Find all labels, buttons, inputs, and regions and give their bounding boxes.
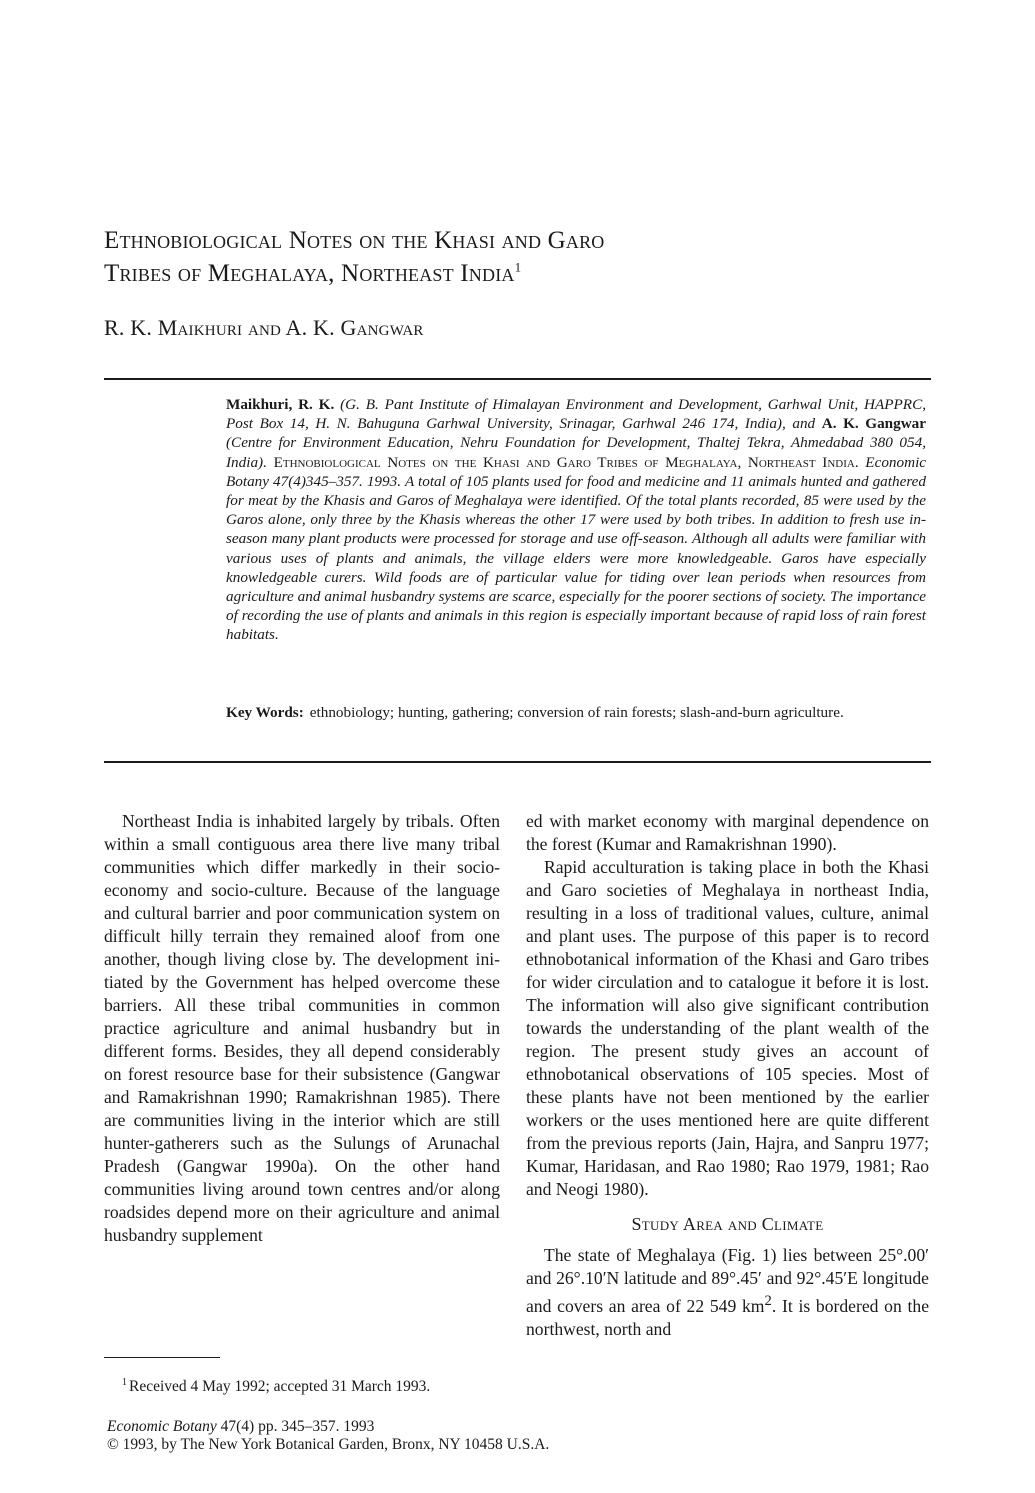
title-line-1: Ethnobiological Notes on the Khasi and Garo: [104, 227, 605, 254]
abstract-bottom-rule: [104, 761, 931, 763]
journal-name: Economic Botany: [107, 1418, 217, 1435]
copyright-line: © 1993, by The New York Botanical Garden, Bronx, NY 10458 U.S.A.: [107, 1436, 550, 1453]
left-column: [104, 810, 500, 1247]
right-column: [526, 810, 929, 1341]
footnote-mark: 1: [122, 1377, 127, 1388]
intro-paragraph-continued: ed with market economy with marginal dependence on the forest (Kumar and Ramakrishnan 1990).: [526, 811, 929, 854]
km-superscript: 2: [764, 1293, 772, 1309]
study-area-text-2: . It is bordered on the northwest, north and: [526, 1295, 930, 1339]
abstract-author1-affiliation: (G. B. Pant Institute of Himalayan Environment and Development, Garhwal Unit, HAPPRC, Post Box 14, H. N. Bahuguna Garhwal University, Srinagar, Garhwal 246 174, India), and: [226, 396, 926, 433]
footnote: [122, 1377, 430, 1396]
purpose-paragraph: Rapid acculturation is taking place in both the Khasi and Garo societies of Meghalaya in northeast India, resulting in a loss of traditional values, culture, animal and plant uses. The purpose of this paper is to record ethnobotanical information of the Khasi and Garo tribes for wider circulation and to catalogue it before it is lost. The information will also give significant contribution towards the understanding of the plant wealth of the region. The present study gives an account of ethnobotanical observations of 105 species. Most of these plants have not been mentioned by the earlier workers or the uses mentioned here are quite different from the previous reports (Jain, Hajra, and Sanpru 1977; Kumar, Haridasan, and Rao 1980; Rao 1979, 1981; Rao and Neogi 1980).: [526, 857, 929, 1199]
abstract-body: A total of 105 plants used for food and medicine and 11 animals hunted and gathered for meat by the Khasis and Garos of Meghalaya were identified. Of the total plants recorded, 85 were used by the Garos alone, only three by the Khasis whereas the other 17 were used by both tribes. In addition to fresh use in-season many plant products were processed for storage and use off-season. Although all adults were familiar with various uses of plants and animals, the village elders were more knowledgeable. Garos have especially knowledgeable curers. Wild foods are of particular value for tiding over lean periods when resources from agriculture and animal husbandry systems are scarce, especially for the poorer sections of society. The importance of recording the use of plants and animals in this region is especially important because of rapid loss of rain forest habitats.: [226, 472, 927, 644]
section-heading-study-area: Study Area and Climate: [631, 1214, 824, 1234]
abstract-title-caps: Ethnobiological Notes on the Khasi and Garo Tribes of Meghalaya, Northeast India.: [273, 453, 859, 471]
article-title: [104, 224, 884, 290]
journal-volume-pages: 47(4) pp. 345–357. 1993: [220, 1418, 375, 1435]
abstract-top-rule: [104, 378, 931, 380]
title-line-2: Tribes of Meghalaya, Northeast India: [104, 260, 515, 287]
title-footnote-mark: 1: [514, 259, 522, 275]
footnote-text: Received 4 May 1992; accepted 31 March 1993.: [129, 1378, 431, 1396]
study-area-text-1: The state of Meghalaya (Fig. 1) lies between 25°.00′ and 26°.10′N latitude and 89°.45′ and 92°.45′E longitude and covers an area of 22 549 km: [526, 1245, 929, 1316]
abstract-author2-affiliation: (Centre for Environment Education, Nehru Foundation for Development, Thaltej Tekra, Ahmedabad 380 054, India).: [226, 434, 926, 471]
intro-paragraph: Northeast India is inhabited largely by tribals. Often within a small contiguous area there live many tribal communities which differ markedly in their socio-economy and socio-culture. Because of the language and cultural barrier and poor communication system on difficult hilly terrain they remained aloof from one another, though living close by. The development initiated by the Government has helped overcome these barriers. All these tribal communities in common practice agriculture and animal husbandry but in different forms. Besides, they all depend considerably on forest resource base for their subsistence (Gangwar and Ramakrishnan 1990; Ramakrishnan 1985). There are communities living in the interior which are still hunter-gatherers such as the Sulungs of Arunachal Pradesh (Gangwar 1990a). On the other hand communities living around town centres and/or along roadsides depend more on their agriculture and animal husbandry supplement: [104, 811, 500, 1245]
abstract-author2-name: A. K. Gangwar: [821, 415, 927, 433]
study-area-paragraph: [526, 1244, 929, 1341]
keywords-text: ethnobiology; hunting, gathering; conversion of rain forests; slash-and-burn agriculture.: [309, 704, 844, 721]
abstract-block: [226, 395, 926, 645]
keywords-block: [226, 703, 926, 722]
author-list: R. K. Maikhuri and A. K. Gangwar: [104, 315, 424, 340]
journal-line: [107, 1418, 374, 1436]
footnote-rule: [104, 1357, 220, 1358]
abstract-citation: Economic Botany 47(4)345–357. 1993.: [226, 453, 927, 490]
keywords-label: Key Words:: [226, 704, 304, 721]
abstract-author1-name: Maikhuri, R. K.: [226, 396, 335, 413]
